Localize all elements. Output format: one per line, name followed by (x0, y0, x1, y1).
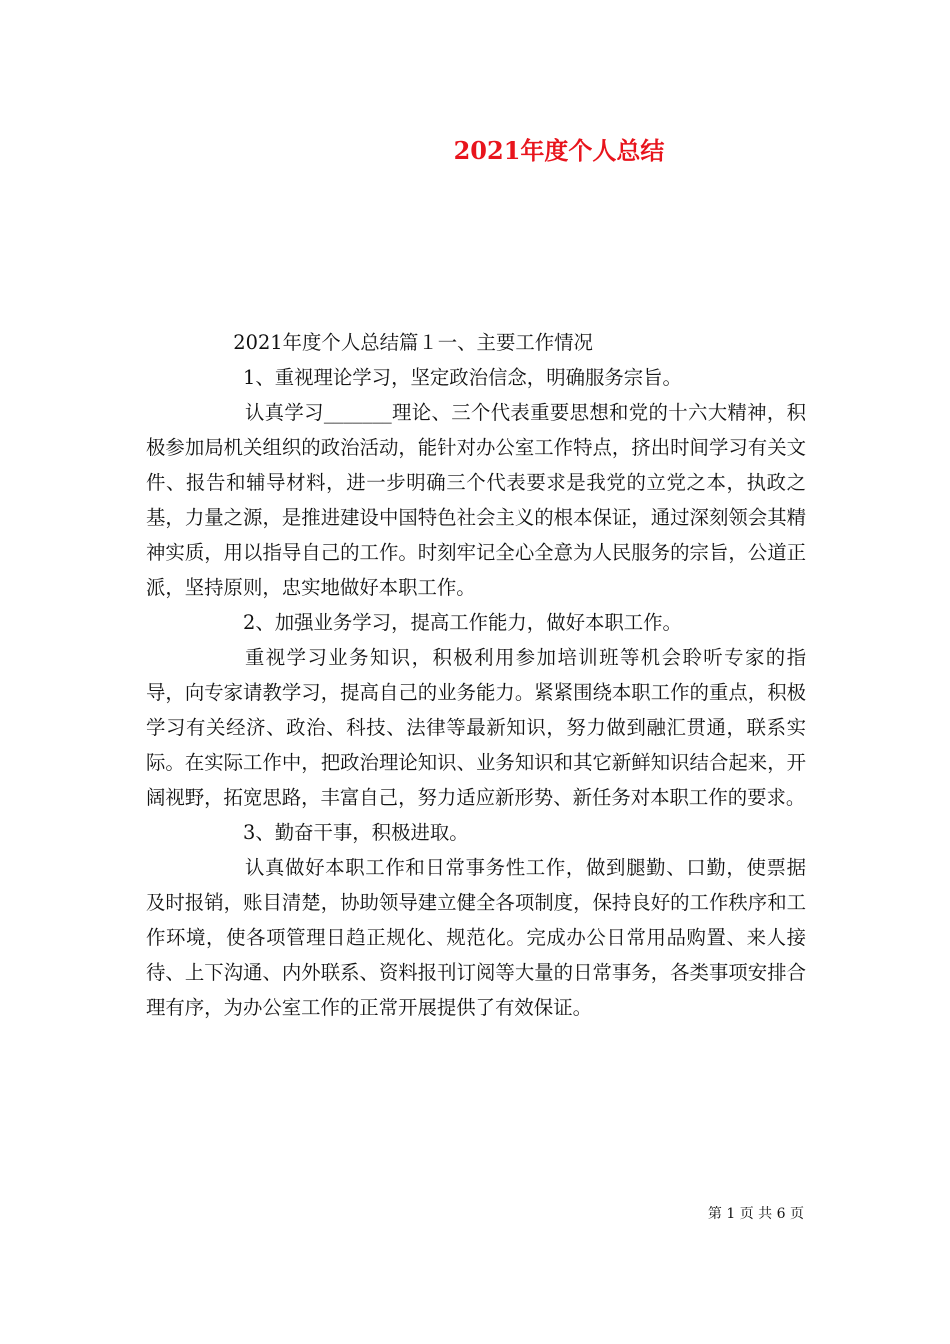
document-body (146, 325, 806, 1025)
document-title: 2021年度个人总结 (453, 136, 665, 165)
intro-line: 2021年度个人总结篇１一、主要工作情况 (233, 331, 593, 354)
page-number: 第 1 页 共 6 页 (707, 1206, 804, 1222)
section-3-heading: 3、勤奋干事，积极进取。 (243, 821, 469, 844)
section-3-body: 认真做好本职工作和日常事务性工作，做到腿勤、口勤，使票据及时报销，账目清楚，协助领导建立健全各项制度，保持良好的工作秩序和工作环境，使各项管理日趋正规化、规范化。完成办公日常用品购置、来人接待、上下沟通、内外联系、资料报刊订阅等大量的日常事务，各类事项安排合理有序，为办公室工作的正常开展提供了有效保证。 (146, 856, 806, 1019)
section-1-body: 认真学习_______理论、三个代表重要思想和党的十六大精神，积极参加局机关组织的政治活动，能针对办公室工作特点，挤出时间学习有关文件、报告和辅导材料，进一步明确三个代表要求是我党的立党之本，执政之基，力量之源，是推进建设中国特色社会主义的根本保证，通过深刻领会其精神实质，用以指导自己的工作。时刻牢记全心全意为人民服务的宗旨，公道正派，坚持原则，忠实地做好本职工作。 (146, 401, 806, 599)
section-1-heading: 1、重视理论学习，坚定政治信念，明确服务宗旨。 (243, 366, 682, 389)
section-2-heading: 2、加强业务学习，提高工作能力，做好本职工作。 (243, 611, 682, 634)
section-2-body: 重视学习业务知识，积极利用参加培训班等机会聆听专家的指导，向专家请教学习，提高自己的业务能力。紧紧围绕本职工作的重点，积极学习有关经济、政治、科技、法律等最新知识，努力做到融汇贯通，联系实际。在实际工作中，把政治理论知识、业务知识和其它新鲜知识结合起来，开阔视野，拓宽思路，丰富自己，努力适应新形势、新任务对本职工作的要求。 (146, 646, 806, 809)
